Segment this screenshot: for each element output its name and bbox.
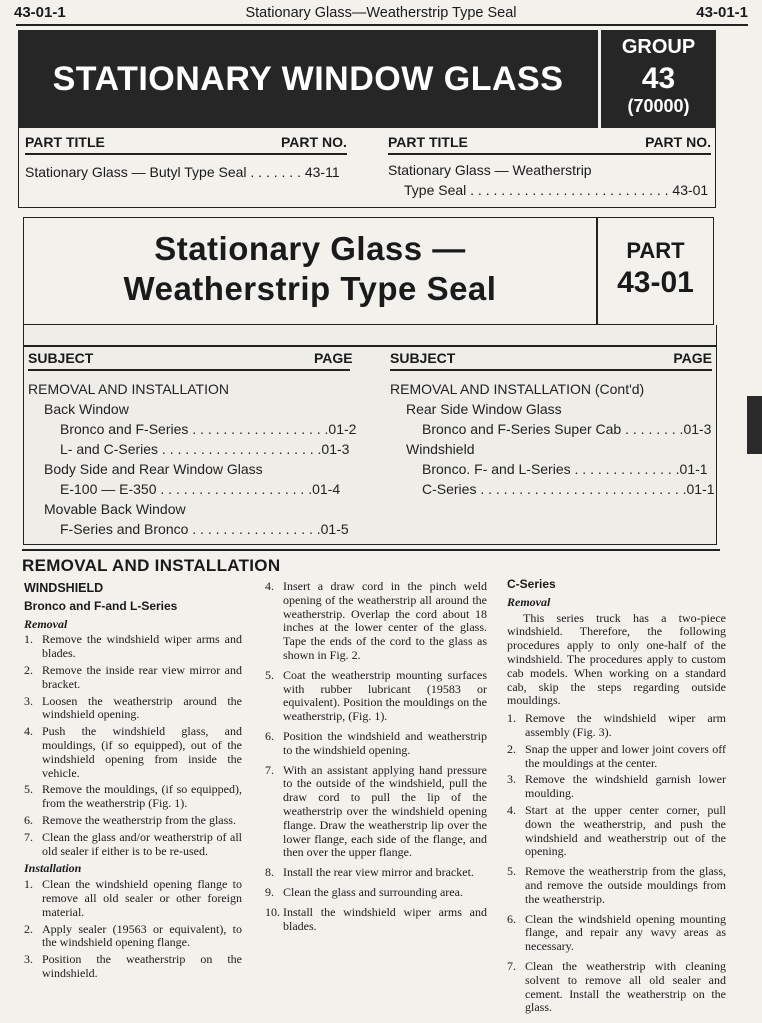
section-thumb-tab	[747, 396, 762, 454]
list-item: 4. Start at the upper center corner, pull down the weatherstrip, and push the windshield and weatherstrip out of the opening.	[507, 802, 726, 859]
part-label: PART	[626, 238, 685, 263]
text-column-3	[507, 574, 726, 1018]
list-item: 6. Position the windshield and weatherstrip to the windshield opening.	[265, 728, 487, 757]
list-item: 7. With an assistant applying hand pressure to the outside of the windshield, pull the draw cord to pull the lip of the weatherstrip over the windshield opening flange. Draw the weatherstrip lip over the lower flange, each side of the flange, and then over the upper flange.	[265, 762, 487, 860]
list-item: 5. Coat the weatherstrip mounting surfaces with rubber lubricant (19583 or equivalent). Position the mouldings on the weatherstrip, (Fig. 1).	[265, 667, 487, 724]
running-head-rule	[16, 24, 748, 26]
heading-c-series: C-Series	[507, 577, 556, 591]
list-item: 7. Clean the glass and/or weatherstrip of all old sealer if either is to be re-used.	[24, 829, 242, 858]
installation-steps	[24, 878, 242, 981]
list-item: 2. Snap the upper and lower joint covers off the mouldings at the center.	[507, 741, 726, 770]
list-item: 6. Remove the weatherstrip from the glass.	[24, 812, 236, 827]
part-no-header-1: PART NO.	[281, 134, 347, 150]
header-rule-1	[25, 153, 347, 155]
page-header-1: PAGE	[314, 350, 353, 366]
intro-paragraph: This series truck has a two-piece windshield. Therefore, the following procedures apply to only one-half of the windshield. The procedures apply to custom cab models. When working on a standard cab, skip the steps regarding outside mouldings.	[507, 610, 726, 708]
subject-entry: REMOVAL AND INSTALLATION (Cont'd)	[390, 381, 645, 397]
heading-removal-c: Removal	[507, 594, 551, 609]
list-item: 4. Insert a draw cord in the pinch weld opening of the weatherstrip all around the weatherstrip. Overlap the cord about 18 inches at the lower center of the glass. Tape the ends of the cord to the glass as shown in Fig. 2.	[265, 579, 487, 662]
subject-header-2: SUBJECT	[390, 350, 456, 366]
group-box	[601, 30, 716, 128]
page-header-2: PAGE	[673, 350, 712, 366]
subject-entry: L- and C-Series . . . . . . . . . . . . . . . . . . . . .01-3	[60, 441, 350, 457]
heading-windshield: WINDSHIELD	[24, 581, 104, 595]
page-number-right: 43-01-1	[696, 4, 748, 21]
group-title: STATIONARY WINDOW GLASS	[52, 60, 564, 98]
group-banner	[18, 30, 598, 128]
list-item: 1. Remove the windshield wiper arms and blades.	[24, 632, 242, 661]
list-item: 7. Clean the weatherstrip with cleaning solvent to remove all old sealer and cement. Install the weatherstrip on the glass.	[507, 958, 726, 1015]
list-item: 4. Push the windshield glass, and mouldings, (if so equipped), out of the windshield opening from inside the vehicle.	[24, 724, 242, 780]
section-rule	[22, 549, 720, 551]
list-item: 5. Remove the weatherstrip from the glass, and remove the outside mouldings from the weatherstrip.	[507, 864, 726, 906]
group-code: (70000)	[627, 96, 690, 116]
text-column-1	[24, 578, 242, 984]
part-index-table	[18, 128, 716, 208]
part-title-header-2: PART TITLE	[388, 134, 468, 150]
list-item: 6. Clean the windshield opening mounting flange, and repair any wavy areas as necessary.	[507, 911, 726, 954]
section-title: REMOVAL AND INSTALLATION	[22, 556, 281, 575]
heading-removal: Removal	[24, 616, 68, 631]
list-item: 3. Remove the windshield garnish lower moulding.	[507, 772, 726, 801]
group-number: 43	[641, 62, 676, 95]
group-label: GROUP	[621, 36, 696, 58]
subject-entry: Bronco and F-Series Super Cab . . . . . . . .01-3	[422, 421, 712, 437]
subject-entry: F-Series and Bronco . . . . . . . . . . . . . . . . .01-5	[60, 521, 349, 537]
part-entry-weatherstrip-1: Stationary Glass — Weatherstrip	[388, 162, 592, 178]
part-title-header-1: PART TITLE	[25, 134, 105, 150]
list-item: 2. Apply sealer (19563 or equivalent), to the windshield opening flange.	[24, 921, 242, 950]
part-entry-butyl: Stationary Glass — Butyl Type Seal . . . . . . . 43-11	[25, 164, 340, 180]
list-item: 5. Remove the mouldings, (if so equipped), from the weatherstrip (Fig. 1).	[24, 782, 242, 811]
part-title-line-1: Stationary Glass —	[154, 230, 466, 267]
subject-entry: Movable Back Window	[44, 501, 186, 517]
heading-series: Bronco and F-and L-Series	[24, 598, 178, 613]
part-no-header-2: PART NO.	[645, 134, 711, 150]
subject-entry: E-100 — E-350 . . . . . . . . . . . . . . . . . . . .01-4	[60, 481, 341, 497]
subject-header-1: SUBJECT	[28, 350, 94, 366]
list-item: 8. Install the rear view mirror and bracket.	[265, 865, 474, 880]
list-item: 1. Clean the windshield opening flange to remove all old sealer or other foreign material.	[24, 877, 242, 919]
subject-entry: Body Side and Rear Window Glass	[44, 461, 263, 477]
subject-entry: Bronco and F-Series . . . . . . . . . . . . . . . . . .01-2	[60, 421, 357, 437]
subject-header-rule-1	[28, 369, 350, 371]
c-series-removal-steps	[507, 712, 726, 1015]
running-title: Stationary Glass—Weatherstrip Type Seal	[245, 5, 517, 21]
list-item: 3. Loosen the weatherstrip around the windshield opening.	[24, 693, 242, 722]
list-item: 2. Remove the inside rear view mirror and bracket.	[24, 662, 242, 691]
page-number-left: 43-01-1	[14, 4, 66, 21]
installation-steps-continued	[265, 580, 487, 933]
part-entry-weatherstrip-2: Type Seal . . . . . . . . . . . . . . . . . . . . . . . . . . 43-01	[404, 182, 709, 198]
running-head	[14, 2, 748, 24]
subject-entry: Back Window	[44, 401, 129, 417]
list-item: 10. Install the windshield wiper arms and blades.	[265, 904, 487, 933]
subject-entry: Windshield	[406, 441, 475, 457]
list-item: 1. Remove the windshield wiper arm assembly (Fig. 3).	[507, 711, 726, 739]
subject-entry: C-Series . . . . . . . . . . . . . . . . . . . . . . . . . . .01-1	[422, 481, 715, 497]
subject-entry: Bronco. F- and L-Series . . . . . . . . . . . . . .01-1	[422, 461, 708, 477]
subject-top-rule	[24, 345, 716, 347]
subject-index	[23, 325, 717, 545]
part-title-box	[23, 217, 714, 325]
part-title-line-2: Weatherstrip Type Seal	[123, 270, 497, 307]
subject-entry: Rear Side Window Glass	[406, 401, 562, 417]
list-item: 9. Clean the glass and surrounding area.	[265, 884, 463, 899]
removal-steps	[24, 633, 242, 858]
heading-installation: Installation	[24, 861, 82, 876]
part-number: 43-01	[617, 266, 694, 299]
header-rule-2	[388, 153, 711, 155]
list-item: 3. Position the weatherstrip on the windshield.	[24, 952, 242, 980]
text-column-2	[265, 580, 487, 936]
subject-entry: REMOVAL AND INSTALLATION	[28, 381, 229, 397]
subject-header-rule-2	[390, 369, 712, 371]
